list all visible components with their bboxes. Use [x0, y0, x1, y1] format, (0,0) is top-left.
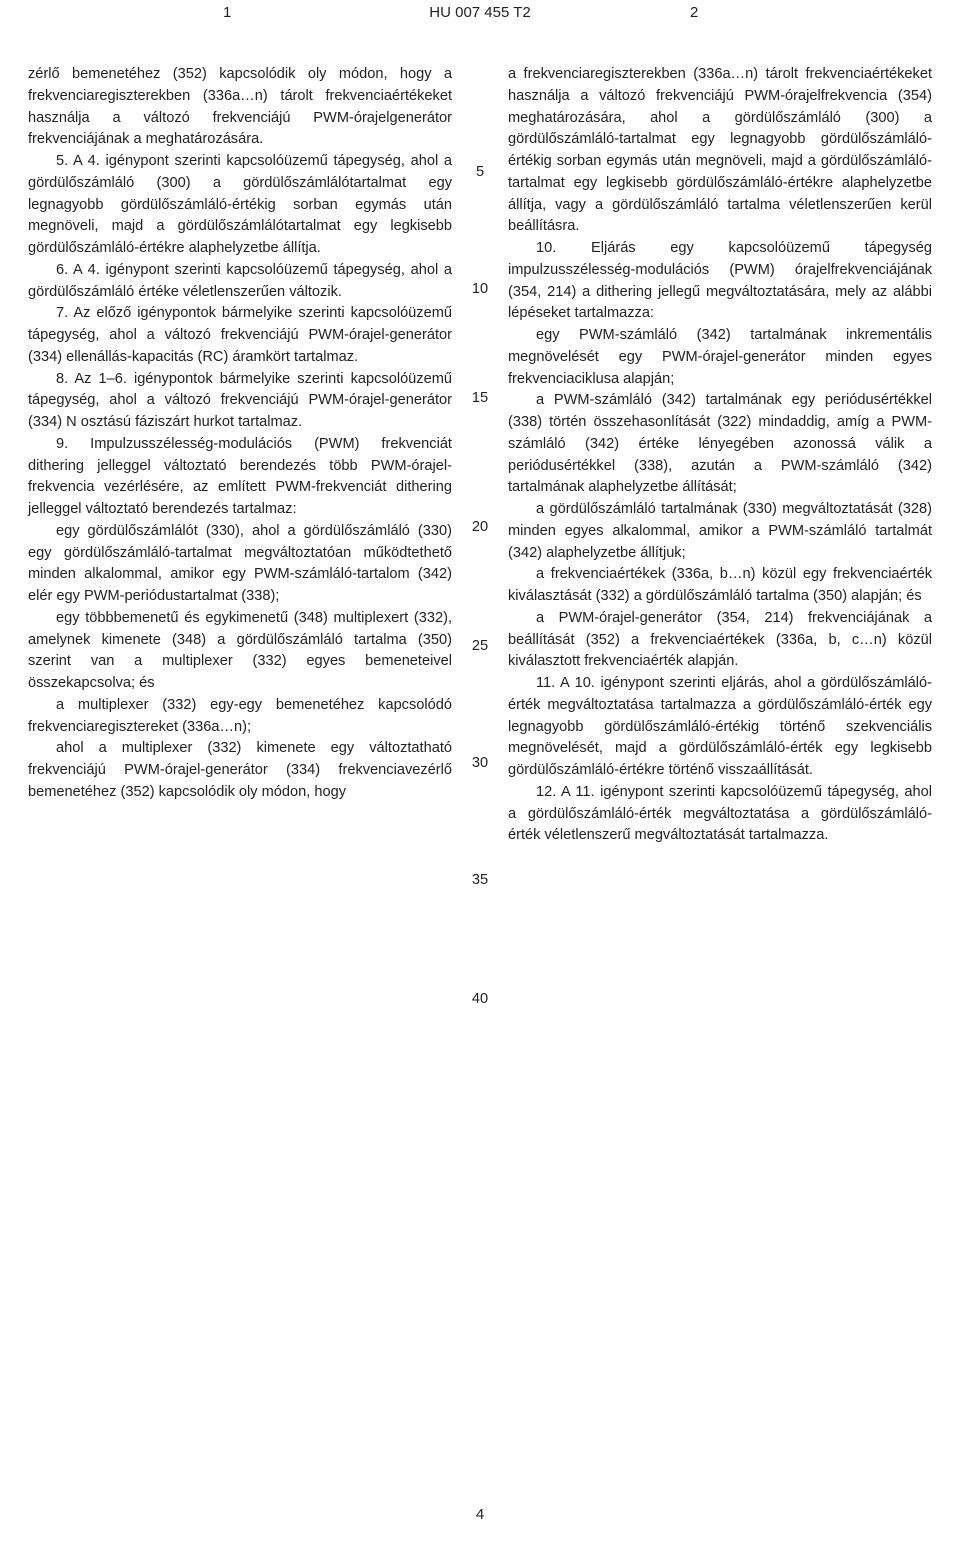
claim-5: 5. A 4. igénypont szerinti kapcsolóüzemű tápegység, ahol a gördülőszámláló (300) a gördülőszámlálótartalmat egy legnagyobb gördülőszámláló-értékig sorban egymás után megnöveli, majd a gördülőszámlálótartalmat egy legkisebb gördülőszámláló-értékre alaphelyzetbe állítja. — [28, 153, 452, 256]
page-header — [0, 0, 960, 30]
paragraph: a frekvenciaregiszterekben (336a…n) tárolt frekvenciaértékeket használja a változó frekvenciájú PWM-órajelfrekvencia (354) meghatározására, ahol a gördülőszámláló (300) a gördülőszámláló-tartalmat egy legnagyobb gördülőszámláló-értékig sorban egymás után megnöveli, majd a gördülőszámláló-tartalmat egy legkisebb gördülőszámláló-értékre alaphelyzetbe állítja, vagy a gördülőszámláló tartalma véletlenszerűen kerül beállításra. — [508, 66, 932, 235]
left-text-column — [28, 64, 452, 804]
claim-9-element: egy többbemenetű és egykimenetű (348) multiplexert (332), amelynek kimenete (348) a gördülőszámláló tartalma (350) szerint van a multiplexer (332) egyes bemeneteivel összekapcsolva; és — [28, 609, 452, 691]
claim-9-element: ahol a multiplexer (332) kimenete egy változtatható frekvenciájú PWM-órajel-generátor (334) frekvenciavezérlő bemenetéhez (352) kapcsolódik oly módon, hogy — [28, 740, 452, 800]
line-number: 35 — [471, 872, 489, 888]
claim-10-step: egy PWM-számláló (342) tartalmának inkrementális megnövelését egy PWM-órajel-generátor minden egyes frekvenciaciklusa alapján; — [508, 327, 932, 387]
claim-7: 7. Az előző igénypontok bármelyike szerinti kapcsolóüzemű tápegység, ahol a változó frekvenciájú PWM-órajel-generátor (334) ellenállás-kapacitás (RC) áramkört tartalmaz. — [28, 305, 452, 365]
paragraph: zérlő bemenetéhez (352) kapcsolódik oly módon, hogy a frekvenciaregiszterekben (336a…n) tárolt frekvenciaértékeket használja a változó frekvenciájú PWM-órajelgenerátor frekvenciájának a meghatározására. — [28, 66, 452, 148]
line-number: 30 — [471, 755, 489, 771]
claim-6: 6. A 4. igénypont szerinti kapcsolóüzemű tápegység, ahol a gördülőszámláló értéke véletlenszerűen változik. — [28, 261, 452, 300]
claim-10-step: a frekvenciaértékek (336a, b…n) közül egy frekvenciaérték kiválasztását (332) a gördülőszámláló tartalma (350) alapján; és — [508, 566, 932, 604]
footer-page-number: 4 — [475, 1506, 485, 1523]
claim-9-element: egy gördülőszámlálót (330), ahol a gördülőszámláló (330) egy gördülőszámláló-tartalmat megváltoztatóan működtethető minden alkalommal, amikor egy PWM-számláló-tartalom (342) elér egy PWM-periódustartalmat (338); — [28, 522, 452, 604]
claim-10-step: a PWM-számláló (342) tartalmának egy periódusértékkel (338) történ összehasonlítását (322) mindaddig, amíg a PWM-számláló (342) értéke lényegében azonossá válik a periódusértékkel (338), azután a PWM-számláló (342) tartalmának alaphelyzetbe állítását; — [508, 392, 932, 496]
claim-12: 12. A 11. igénypont szerinti kapcsolóüzemű tápegység, ahol a gördülőszámláló-érték megváltoztatása a gördülőszámláló-érték véletlenszerű megváltoztatását tartalmazza. — [508, 783, 932, 844]
left-page-number: 1 — [223, 4, 232, 21]
claim-9: 9. Impulzusszélesség-modulációs (PWM) frekvenciát dithering jelleggel változtató berendezés több PWM-órajel-frekvencia vezérlésére, az említett PWM-frekvenciát dithering jelleggel változtató berendezés tartalmaz: — [28, 435, 452, 517]
right-text-column — [508, 64, 932, 847]
claim-11: 11. A 10. igénypont szerinti eljárás, ahol a gördülőszámláló-érték megváltoztatása tartalmazza a gördülőszámláló-érték egy legnagyobb gördülőszámláló-értékig történő szekvenciális megnövelését, majd a gördülőszámláló-érték egy legkisebb gördülőszámláló-értékre történő visszaállítását. — [508, 675, 932, 778]
line-number: 10 — [471, 281, 489, 297]
document-number: HU 007 455 T2 — [429, 4, 531, 21]
claim-10-step: a PWM-órajel-generátor (354, 214) frekvenciájának a beállítását (352) a frekvenciaértékek (336a, b, c…n) közül kiválasztott frekvenciaérték alapján. — [508, 609, 932, 670]
claim-9-element: a multiplexer (332) egy-egy bemenetéhez kapcsolódó frekvenciaregisztereket (336a…n); — [28, 696, 452, 735]
line-number: 15 — [471, 390, 489, 406]
line-number: 5 — [475, 164, 485, 180]
line-number: 25 — [471, 638, 489, 654]
right-page-number: 2 — [690, 4, 699, 21]
line-number: 20 — [471, 519, 489, 535]
line-number: 40 — [471, 991, 489, 1007]
claim-8: 8. Az 1–6. igénypontok bármelyike szerinti kapcsolóüzemű tápegység, ahol a változó frekvenciájú PWM-órajel-generátor (334) N osztású fáziszárt hurkot tartalmaz. — [28, 370, 452, 430]
claim-10: 10. Eljárás egy kapcsolóüzemű tápegység impulzusszélesség-modulációs (PWM) órajelfrekvenciájának (354, 214) a dithering jellegű megváltoztatására, mely az alábbi lépéseket tartalmazza: — [508, 240, 932, 322]
claim-10-step: a gördülőszámláló tartalmának (330) megváltoztatását (328) minden egyes alkalommal, amikor a PWM-számláló tartalmát (342) alaphelyzetbe állítjuk; — [508, 501, 932, 561]
